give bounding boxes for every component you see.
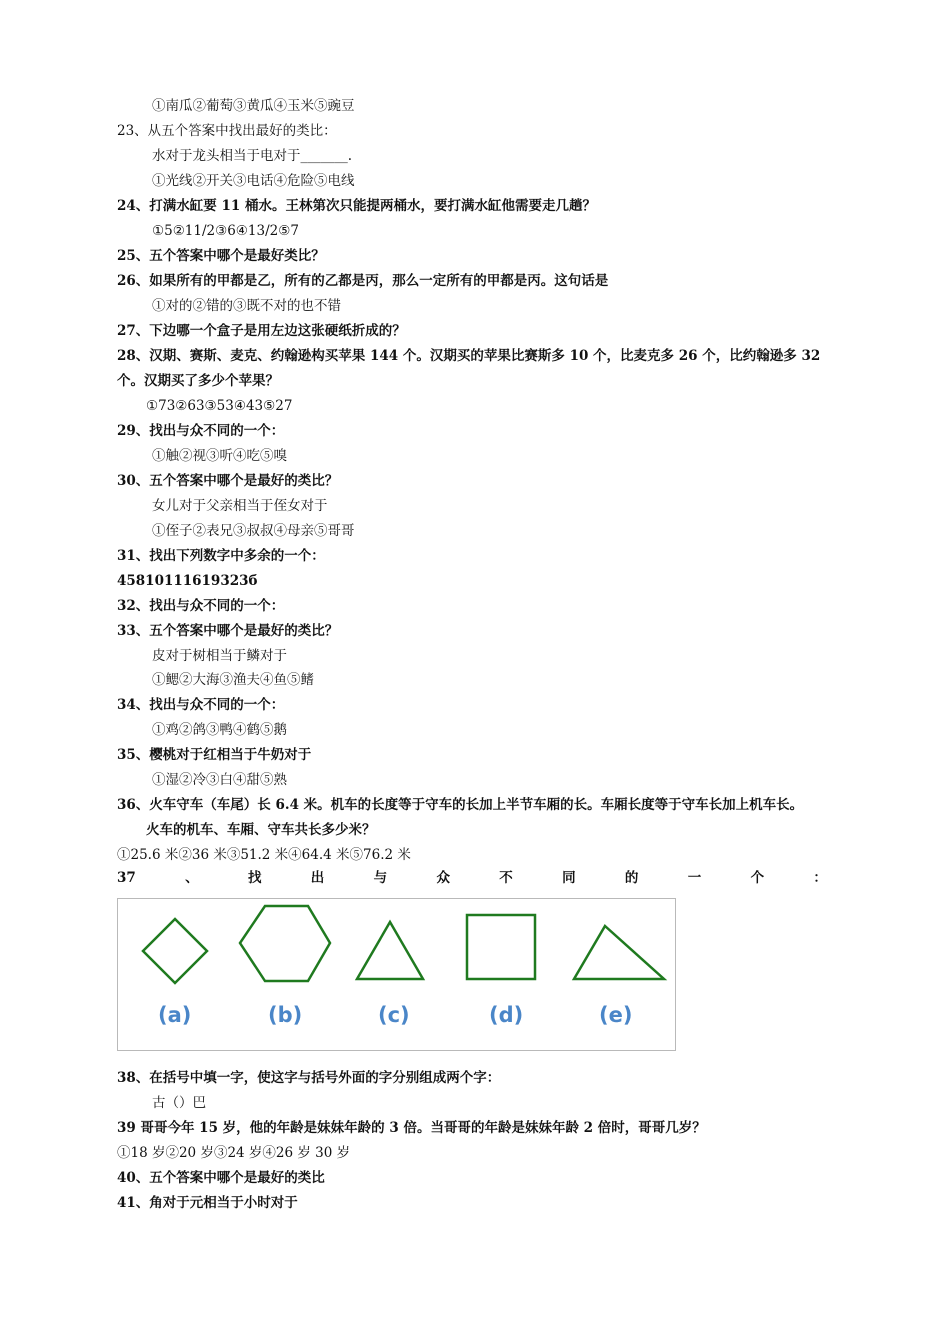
q23-analogy: 水对于龙头相当于电对于_______.	[152, 148, 353, 164]
q24-prompt: 24、打满水缸要 11 桶水。王林第次只能提两桶水，要打满水缸他需要走几趟？	[117, 198, 596, 214]
q24-options: ①5②11/2③6④13/2⑤7	[152, 223, 299, 239]
right-triangle-shape	[574, 926, 664, 979]
q33-options: ①鳃②大海③渔夫④鱼⑤鳍	[152, 672, 314, 688]
q26-prompt: 26、如果所有的甲都是乙，所有的乙都是丙，那么一定所有的甲都是丙。这句话是	[117, 273, 609, 289]
q34-prompt: 34、找出与众不同的一个：	[117, 697, 285, 713]
q34-options: ①鸡②鸽③鸭④鹤⑤鹅	[152, 722, 287, 738]
q40-prompt: 40、五个答案中哪个是最好的类比	[117, 1170, 325, 1186]
q37-char: 找	[247, 870, 262, 886]
q37-char: 不	[499, 870, 513, 886]
q23-options: ①光线②开关③电话④危险⑤电线	[152, 173, 355, 189]
q26-options: ①对的②错的③既不对的也不错	[152, 298, 341, 314]
q33-prompt: 33、五个答案中哪个是最好的类比？	[117, 623, 339, 639]
q28-prompt: 28、汉期、赛斯、麦克、约翰逊构买苹果 144 个。汉期买的苹果比赛斯多 10 个，比麦克多 26 个，比约翰逊多 32	[117, 348, 821, 364]
q36-prompt-cont: 火车的机车、车厢、守车共长多少米？	[146, 822, 376, 838]
q37-shapes-figure	[117, 898, 676, 1051]
hexagon-shape	[240, 906, 330, 981]
square-shape	[467, 915, 535, 979]
q30-analogy: 女儿对于父亲相当于侄女对于	[152, 498, 328, 514]
diamond-shape	[143, 919, 207, 983]
q23-prompt: 23、从五个答案中找出最好的类比：	[117, 123, 337, 139]
q29-prompt: 29、找出与众不同的一个：	[117, 423, 285, 439]
q37-char: 个	[750, 870, 765, 886]
q37-char: ：	[813, 870, 827, 886]
shape-label-d: (d)	[489, 1003, 524, 1027]
shape-label-c: (c)	[378, 1003, 410, 1027]
q37-char: 与	[373, 870, 388, 886]
q36-prompt: 36、火车守车（车尾）长 6.4 米。机车的长度等于守车的长加上半节车厢的长。车厢长度等于守车长加上机车长。	[117, 797, 804, 813]
q25-prompt: 25、五个答案中哪个是最好类比？	[117, 248, 325, 264]
q31-prompt: 31、找出下列数字中多余的一个：	[117, 548, 325, 564]
q22-options: ①南瓜②葡萄③黄瓜④玉米⑤豌豆	[152, 98, 355, 114]
q29-options: ①触②视③听④吃⑤嗅	[152, 448, 287, 464]
q28-prompt-cont: 个。汉期买了多少个苹果？	[117, 373, 279, 389]
q37-char: 众	[436, 870, 450, 886]
q37-prompt	[117, 869, 827, 887]
q37-char: 出	[310, 870, 325, 886]
shape-label-b: (b)	[268, 1003, 303, 1027]
q38-blank: 古（）巴	[152, 1095, 206, 1111]
q41-prompt: 41、角对于元相当于小时对于	[117, 1195, 298, 1211]
q30-options: ①侄子②表兄③叔叔④母亲⑤哥哥	[152, 523, 355, 539]
shape-label-a: (a)	[158, 1003, 192, 1027]
shape-label-e: (e)	[599, 1003, 633, 1027]
q35-options: ①湿②冷③白④甜⑤熟	[152, 772, 287, 788]
q30-prompt: 30、五个答案中哪个是最好的类比？	[117, 473, 339, 489]
triangle-shape	[357, 922, 423, 979]
q28-options: ①73②63③53④43⑤27	[146, 398, 293, 414]
q37-char: 的	[624, 870, 639, 886]
q35-prompt: 35、樱桃对于红相当于牛奶对于	[117, 747, 312, 763]
q37-char: 37	[117, 870, 136, 886]
q39-prompt: 39 哥哥今年 15 岁，他的年龄是妹妹年龄的 3 倍。当哥哥的年龄是妹妹年龄 2 倍时，哥哥几岁？	[117, 1120, 706, 1136]
q32-prompt: 32、找出与众不同的一个：	[117, 598, 285, 614]
q37-char: 同	[562, 870, 576, 886]
q33-analogy: 皮对于树相当于鳞对于	[152, 648, 287, 664]
q27-prompt: 27、下边哪一个盒子是用左边这张硬纸折成的？	[117, 323, 406, 339]
q37-char: 一	[687, 870, 702, 886]
shapes-svg	[118, 899, 675, 1050]
q39-options: ①18 岁②20 岁③24 岁④26 岁 30 岁	[117, 1145, 351, 1161]
q37-char: 、	[185, 870, 199, 886]
q38-prompt: 38、在括号中填一字，使这字与括号外面的字分别组成两个字：	[117, 1070, 501, 1086]
q36-options: ①25.6 米②36 米③51.2 米④64.4 米⑤76.2 米	[117, 847, 411, 863]
q31-numbers: 45810111619323б	[117, 573, 258, 589]
